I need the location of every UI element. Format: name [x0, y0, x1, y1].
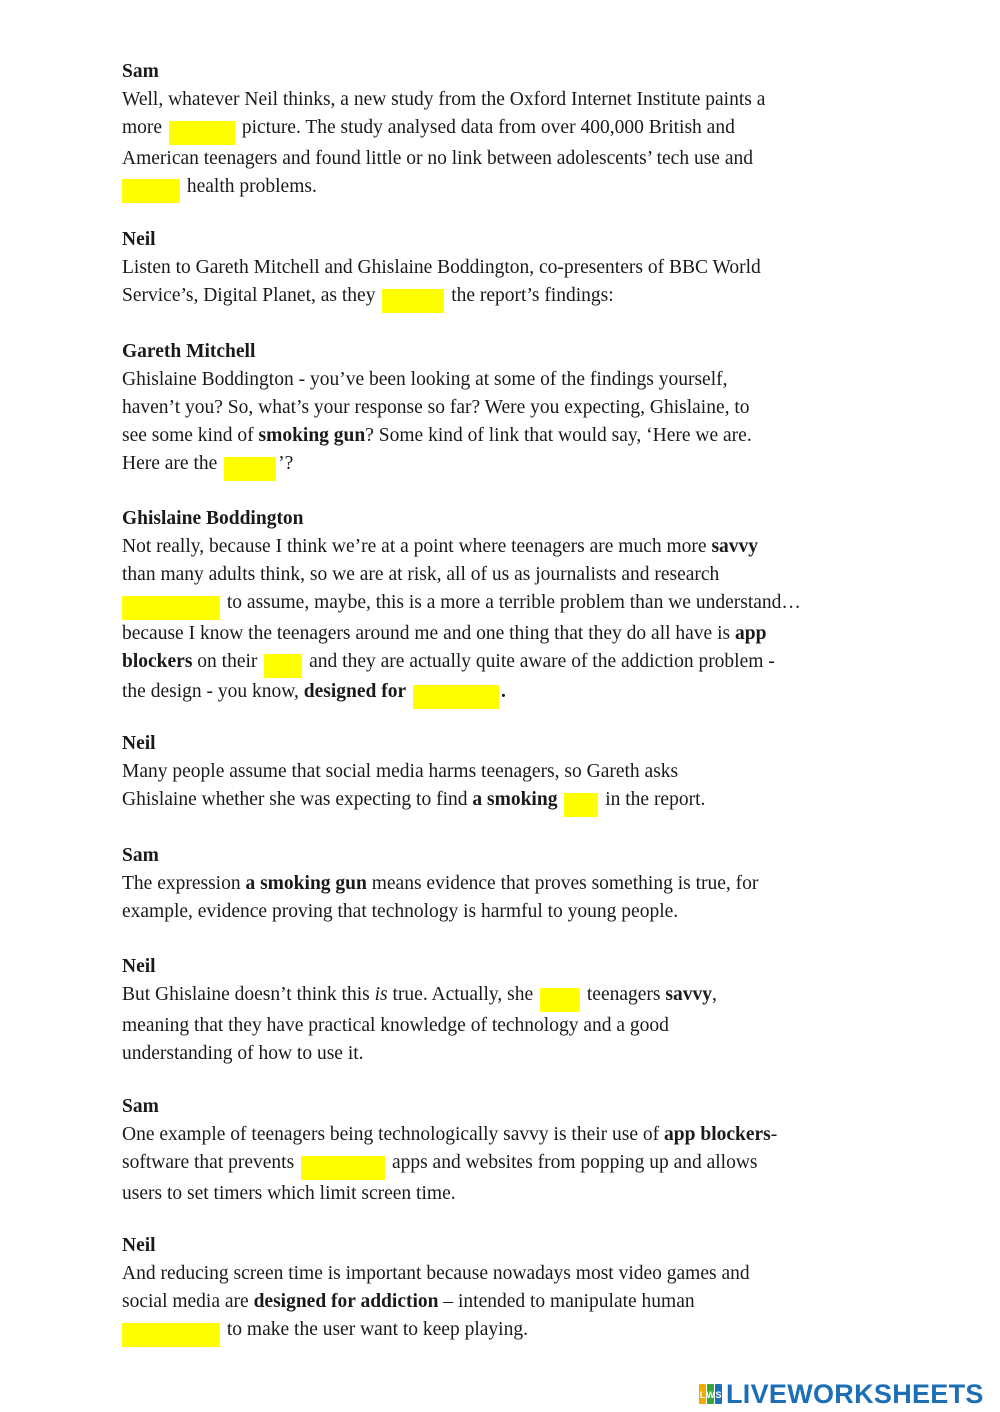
- svg-text:S: S: [715, 1390, 722, 1400]
- dialogue-text: picture. The study analysed data from over 400,000 British and: [241, 117, 735, 138]
- speaker-name: Sam: [122, 61, 159, 82]
- dialogue-text: the design - you know,: [122, 681, 299, 702]
- dialogue-block-ghislaine-boddington: [122, 505, 882, 709]
- dialogue-text: Well, whatever Neil thinks, a new study from the Oxford Internet Institute paints a: [122, 89, 766, 110]
- speaker-name: Neil: [122, 733, 156, 754]
- liveworksheets-logo: [698, 1376, 984, 1412]
- dialogue-text: – intended to manipulate human: [443, 1291, 695, 1312]
- speaker-name: Neil: [122, 229, 156, 250]
- dialogue-text: and they are actually quite aware of the addiction problem -: [309, 650, 775, 672]
- dialogue-text: meaning that they have practical knowledge of technology and a good: [122, 1014, 669, 1036]
- blank-input-9[interactable]: [540, 988, 580, 1012]
- key-phrase: smoking gun: [258, 425, 366, 446]
- blank-input-5[interactable]: [122, 596, 220, 620]
- dialogue-text: because I know the teenagers around me and one thing that they do all have is: [122, 622, 731, 644]
- key-phrase: blockers: [122, 650, 193, 672]
- speaker-name: Sam: [122, 845, 159, 866]
- logo-text: LIVEWORKSHEETS: [726, 1378, 984, 1409]
- dialogue-text: understanding of how to use it.: [122, 1042, 364, 1064]
- dialogue-block-neil-4: [122, 1232, 882, 1347]
- dialogue-text: more: [122, 117, 163, 138]
- blank-input-8[interactable]: [564, 793, 598, 817]
- dialogue-text: Here are the: [122, 453, 218, 474]
- dialogue-block-neil-1: [122, 226, 882, 313]
- dialogue-text: Not really, because I think we’re at a point where teenagers are much more: [122, 536, 707, 557]
- dialogue-text: .: [501, 681, 506, 702]
- dialogue-text: to assume, maybe, this is a more a terrible problem than we understand…: [226, 592, 801, 613]
- speaker-name: Ghislaine Boddington: [122, 508, 304, 529]
- dialogue-text: The expression: [122, 873, 241, 894]
- dialogue-text: apps and websites from popping up and allows: [391, 1152, 758, 1173]
- dialogue-block-sam-2: [122, 842, 882, 926]
- dialogue-text: in the report.: [605, 789, 706, 810]
- dialogue-block-neil-2: [122, 730, 882, 817]
- dialogue-text: social media are: [122, 1291, 249, 1312]
- dialogue-text: health problems.: [186, 175, 317, 197]
- blank-input-11[interactable]: [122, 1323, 220, 1347]
- key-phrase: app blockers: [664, 1124, 771, 1145]
- dialogue-block-gareth-mitchell: [122, 338, 882, 481]
- blank-input-10[interactable]: [301, 1156, 385, 1180]
- dialogue-text: haven’t you? So, what’s your response so far? Were you expecting, Ghislaine, to: [122, 397, 750, 418]
- liveworksheets-logo-icon: [698, 1381, 724, 1407]
- key-phrase: a smoking: [472, 789, 558, 810]
- key-phrase: savvy: [665, 984, 712, 1005]
- dialogue-text: than many adults think, so we are at risk, all of us as journalists and research: [122, 564, 720, 585]
- key-phrase: a smoking gun: [245, 873, 367, 894]
- dialogue-text: Listen to Gareth Mitchell and Ghislaine Boddington, co-presenters of BBC World: [122, 257, 761, 278]
- blank-input-7[interactable]: [413, 685, 499, 709]
- dialogue-text: ? Some kind of link that would say, ‘Here we are.: [365, 425, 752, 446]
- dialogue-text: on their: [197, 650, 258, 672]
- dialogue-text: teenagers: [586, 984, 661, 1005]
- key-phrase: savvy: [711, 536, 759, 557]
- dialogue-text: to make the user want to keep playing.: [226, 1319, 528, 1340]
- dialogue-text: And reducing screen time is important because nowadays most video games and: [122, 1263, 750, 1284]
- dialogue-text: Service’s, Digital Planet, as they: [122, 285, 376, 306]
- dialogue-text: example, evidence proving that technology is harmful to young people.: [122, 901, 679, 922]
- dialogue-block-sam-3: [122, 1093, 882, 1208]
- speaker-name: Sam: [122, 1096, 159, 1117]
- key-phrase: designed for: [303, 681, 407, 702]
- dialogue-text: Many people assume that social media harms teenagers, so Gareth asks: [122, 761, 679, 782]
- blank-input-1[interactable]: [169, 121, 235, 145]
- dialogue-text: American teenagers and found little or no link between adolescents’ tech use and: [122, 147, 753, 169]
- dialogue-text: One example of teenagers being technologically savvy is their use of: [122, 1124, 660, 1145]
- key-phrase: designed for addiction: [253, 1291, 439, 1312]
- dialogue-text: Ghislaine Boddington - you’ve been looking at some of the findings yourself,: [122, 369, 728, 390]
- dialogue-text: means evidence that proves something is true, for: [371, 873, 759, 894]
- svg-text:W: W: [706, 1390, 715, 1400]
- svg-text:L: L: [699, 1390, 706, 1400]
- speaker-name: Neil: [122, 1235, 156, 1256]
- dialogue-text: see some kind of: [122, 425, 254, 446]
- blank-input-4[interactable]: [224, 457, 276, 481]
- dialogue-text: users to set timers which limit screen time.: [122, 1182, 456, 1204]
- dialogue-text: Ghislaine whether she was expecting to find: [122, 789, 468, 810]
- dialogue-text: ,: [711, 984, 717, 1005]
- dialogue-text: ’?: [278, 453, 294, 474]
- speaker-name: Neil: [122, 956, 156, 977]
- dialogue-block-sam-1: [122, 58, 882, 203]
- emphasis-text: is: [374, 984, 388, 1005]
- blank-input-3[interactable]: [382, 289, 444, 313]
- dialogue-text: true. Actually, she: [392, 984, 534, 1005]
- dialogue-text: -: [770, 1124, 778, 1145]
- dialogue-block-neil-3: [122, 953, 882, 1068]
- dialogue-text: software that prevents: [122, 1152, 295, 1173]
- blank-input-2[interactable]: [122, 179, 180, 203]
- speaker-name: Gareth Mitchell: [122, 341, 256, 362]
- dialogue-text: But Ghislaine doesn’t think this: [122, 984, 370, 1005]
- key-phrase: app: [734, 622, 767, 644]
- dialogue-text: the report’s findings:: [451, 285, 614, 306]
- blank-input-6[interactable]: [264, 654, 302, 678]
